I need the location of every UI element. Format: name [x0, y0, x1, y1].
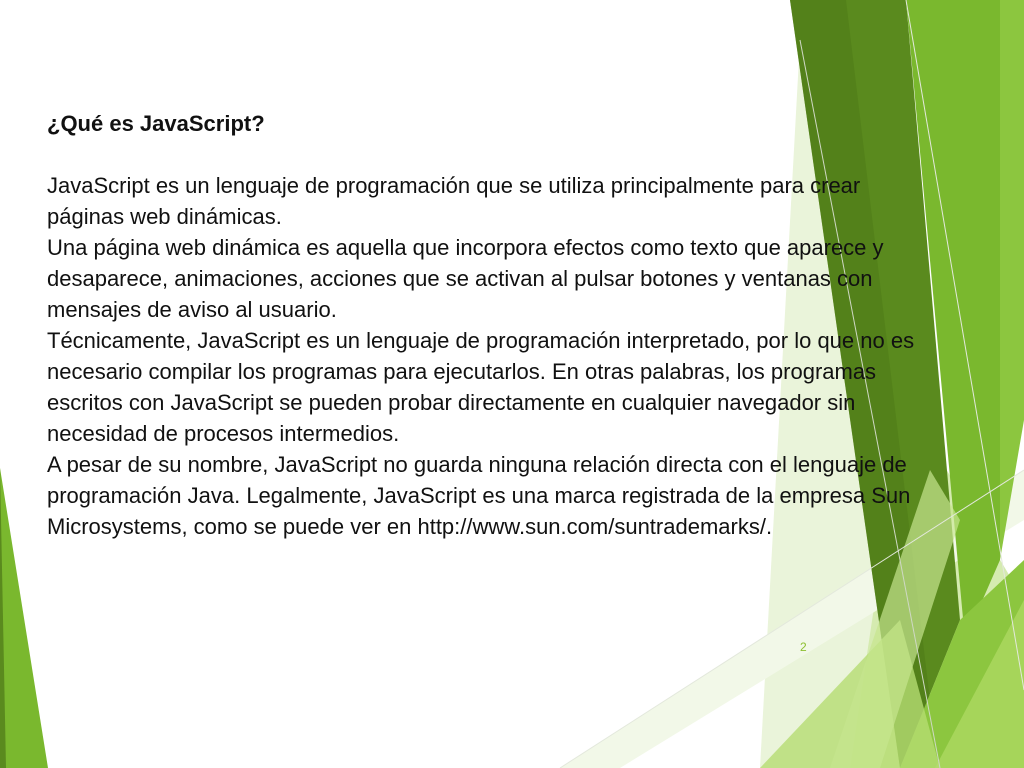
left-green-triangle — [0, 468, 48, 768]
paragraph-dynamic-page: Una página web dinámica es aquella que incorpora efectos como texto que aparece y desaparece, animaciones, acciones que se activan al pulsar botones y ventanas con mensajes de aviso al usuario. — [47, 235, 884, 322]
slide-content — [47, 108, 927, 542]
paragraph-trademark: A pesar de su nombre, JavaScript no guarda ninguna relación directa con el lenguaje de programación Java. Legalmente, JavaScript es una marca registrada de la empresa Sun Microsystems, como se puede ver en http://www.sun.com/suntrademarks/. — [47, 452, 911, 539]
slide-title: ¿Qué es JavaScript? — [47, 111, 265, 136]
paragraph-interpreted: Técnicamente, JavaScript es un lenguaje de programación interpretado, por lo que no es necesario compilar los programas para ejecutarlos. En otras palabras, los programas escritos con JavaScript se pueden probar directamente en cualquier navegador sin necesidad de procesos intermedios. — [47, 328, 915, 446]
page-number: 2 — [800, 640, 807, 654]
paragraph-definition: JavaScript es un lenguaje de programación que se utiliza principalmente para crear páginas web dinámicas. — [47, 173, 861, 229]
